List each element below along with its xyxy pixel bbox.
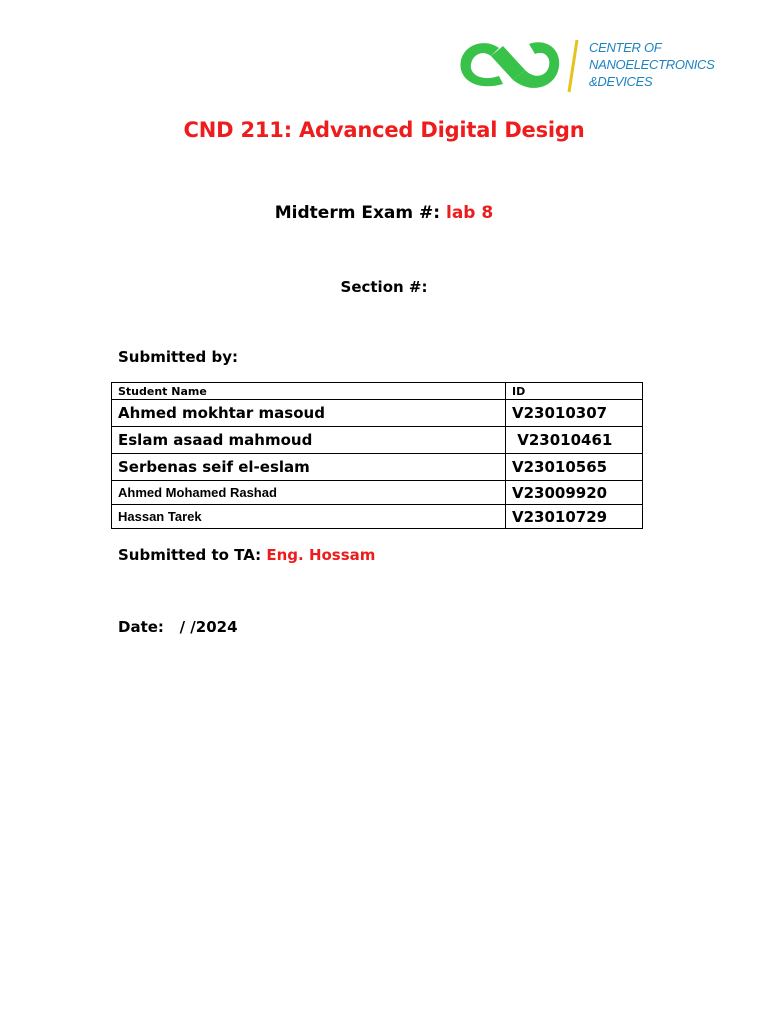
student-id: V23010565 <box>506 454 643 481</box>
student-table <box>111 382 643 529</box>
student-name: Hassan Tarek <box>112 505 506 529</box>
logo-text <box>589 39 715 90</box>
date-line <box>118 618 238 636</box>
student-id: V23010729 <box>506 505 643 529</box>
table-row <box>112 454 643 481</box>
table-header-row <box>112 383 643 400</box>
student-name: Eslam asaad mahmoud <box>112 427 506 454</box>
exam-line <box>0 203 768 223</box>
section-line <box>0 278 768 296</box>
table-row <box>112 400 643 427</box>
header-student-name: Student Name <box>112 383 506 400</box>
exam-label: Midterm Exam #: <box>274 203 441 223</box>
logo-mark-icon <box>455 34 585 98</box>
student-id: V23010461 <box>506 427 643 454</box>
document-title: CND 211: Advanced Digital Design <box>183 118 585 142</box>
student-id: V23010307 <box>506 400 643 427</box>
section-label: Section #: <box>340 278 428 296</box>
table-row <box>112 505 643 529</box>
table-row <box>112 427 643 454</box>
ta-name: Eng. Hossam <box>266 546 376 564</box>
logo <box>455 34 735 98</box>
logo-text-line-2: NANOELECTRONICS <box>589 57 715 72</box>
date-label: Date: <box>118 618 164 636</box>
logo-text-line-3: &DEVICES <box>589 74 653 89</box>
student-name: Ahmed mokhtar masoud <box>112 400 506 427</box>
date-value: / /2024 <box>179 618 238 636</box>
student-name: Ahmed Mohamed Rashad <box>112 481 506 505</box>
student-id: V23009920 <box>506 481 643 505</box>
submitted-to-line <box>118 546 375 564</box>
logo-text-line-1: CENTER OF <box>589 40 662 55</box>
submitted-to-label: Submitted to TA: <box>118 546 262 564</box>
submitted-by-label: Submitted by: <box>118 348 238 366</box>
exam-value: lab 8 <box>446 203 494 223</box>
student-name: Serbenas seif el-eslam <box>112 454 506 481</box>
table-row <box>112 481 643 505</box>
header-id: ID <box>506 383 643 400</box>
